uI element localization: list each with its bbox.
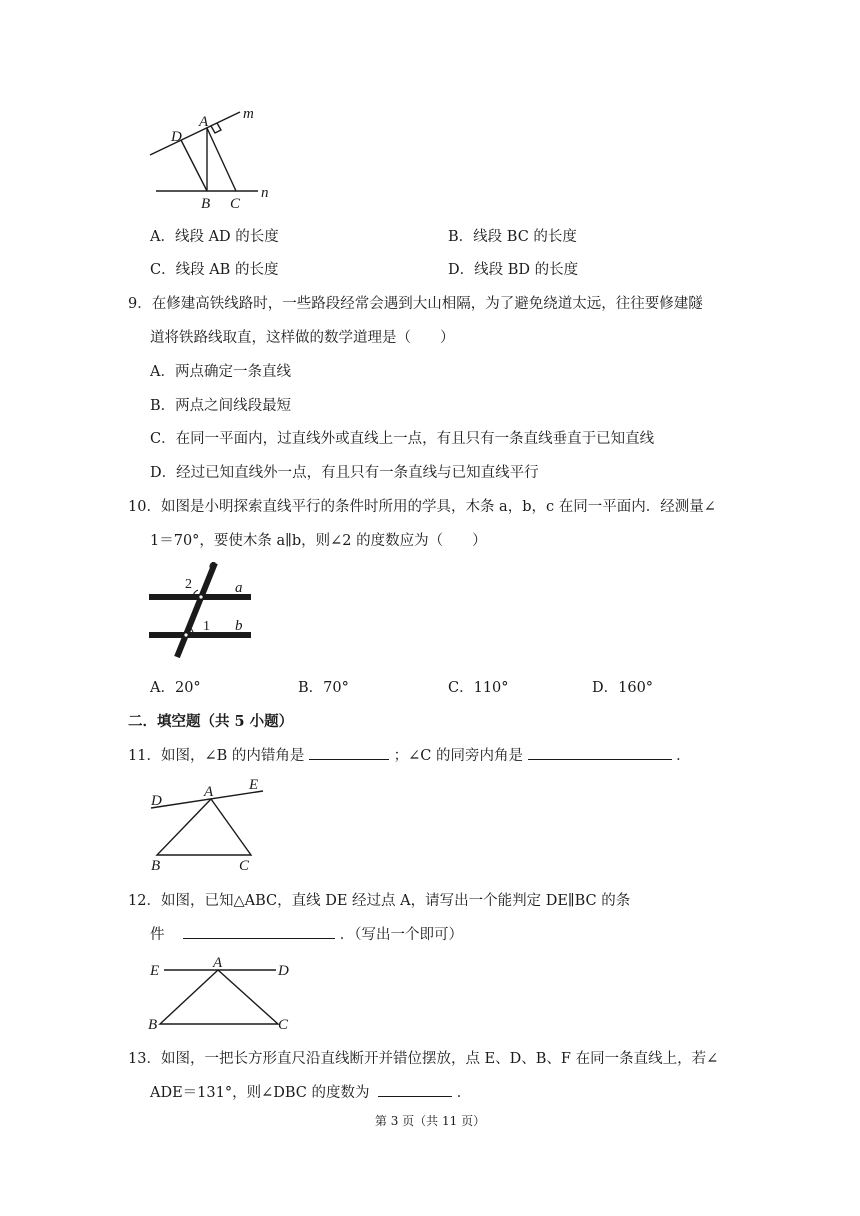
q11-text xyxy=(128,744,691,765)
nail-1 xyxy=(199,595,202,598)
figure-q12 xyxy=(148,952,298,1034)
q13-text-line2 xyxy=(150,1081,471,1102)
q13-part1: ADE＝131°，则∠DBC 的度数为 xyxy=(150,1085,370,1101)
q8-option-c: C．线段 AB 的长度 xyxy=(150,262,279,278)
triangle-ABC xyxy=(160,970,278,1024)
q11-part3: ． xyxy=(676,748,691,764)
figure-q8 xyxy=(140,100,290,215)
label-E: E xyxy=(249,777,259,793)
q11-part2: ；∠C 的同旁内角是 xyxy=(393,748,523,764)
q12-part2: ．（写出一个即可） xyxy=(339,927,463,943)
q13-blank xyxy=(378,1082,452,1097)
q13-part2: ． xyxy=(456,1085,472,1101)
q8-option-a: A．线段 AD 的长度 xyxy=(150,229,279,245)
q10-text-line1: 10．如图是小明探索直线平行的条件时所用的学具，木条 a，b，c 在同一平面内．经测量∠ xyxy=(128,499,716,515)
q10-option-c: C．110° xyxy=(448,680,509,696)
figure-q10 xyxy=(145,556,270,666)
q10-option-d: D．160° xyxy=(592,680,654,696)
q13-text-line1: 13．如图，一把长方形直尺沿直线断开并错位摆放，点 E、D、B、F 在同一条直线上，若∠ xyxy=(128,1051,719,1067)
q9-option-b: B．两点之间线段最短 xyxy=(150,398,292,414)
q9-option-c: C．在同一平面内，过直线外或直线上一点，有且只有一条直线垂直于已知直线 xyxy=(150,431,655,447)
segment-DB xyxy=(181,140,207,191)
q11-blank-1 xyxy=(309,745,389,760)
triangle-ABC xyxy=(157,799,251,855)
q8-option-b: B．线段 BC 的长度 xyxy=(448,229,577,245)
label-E: E xyxy=(150,963,160,979)
label-angle-1: 1 xyxy=(203,619,210,634)
q9-option-a: A．两点确定一条直线 xyxy=(150,364,291,380)
figure-q11 xyxy=(145,775,275,875)
q9-text-line2: 道将铁路线取直，这样做的数学道理是（ ） xyxy=(150,330,455,346)
label-m: m xyxy=(243,106,254,122)
label-C: C xyxy=(230,196,241,212)
q9-option-d: D．经过已知直线外一点，有且只有一条直线与已知直线平行 xyxy=(150,465,539,481)
q11-blank-2 xyxy=(528,745,672,760)
q12-part1: 件 xyxy=(150,927,165,943)
label-C: C xyxy=(278,1017,289,1033)
label-n: n xyxy=(261,185,269,201)
q10-text-line2: 1＝70°，要使木条 a∥b，则∠2 的度数应为（ ） xyxy=(150,533,487,549)
q11-part1: 11．如图，∠B 的内错角是 xyxy=(128,748,305,764)
label-a: a xyxy=(235,580,243,596)
label-B: B xyxy=(201,196,211,212)
label-b: b xyxy=(235,618,243,634)
nail-2 xyxy=(184,633,187,636)
line-m xyxy=(150,112,240,155)
label-angle-2: 2 xyxy=(185,577,192,592)
q9-text-line1: 9．在修建高铁线路时，一些路段经常会遇到大山相隔，为了避免绕道太远，往往要修建隧 xyxy=(128,296,703,312)
label-A: A xyxy=(213,955,223,971)
q12-text-line1: 12．如图，已知△ABC，直线 DE 经过点 A，请写出一个能判定 DE∥BC 的条 xyxy=(128,893,631,909)
q10-option-a: A．20° xyxy=(150,680,201,696)
page-footer: 第 3 页（共 11 页） xyxy=(374,1114,486,1128)
label-B: B xyxy=(151,858,161,874)
label-D: D xyxy=(151,793,162,809)
label-C: C xyxy=(239,858,250,874)
label-D: D xyxy=(171,129,182,145)
stick-c xyxy=(177,563,215,657)
label-D: D xyxy=(278,963,289,979)
segment-AC xyxy=(207,128,236,191)
section-heading: 二．填空题（共 5 小题） xyxy=(128,713,294,730)
q12-blank xyxy=(183,924,335,939)
label-A: A xyxy=(199,114,209,130)
label-A: A xyxy=(204,784,214,800)
q12-text-line2 xyxy=(150,923,463,944)
label-c: c xyxy=(209,557,216,573)
q8-option-d: D．线段 BD 的长度 xyxy=(448,262,579,278)
q10-option-b: B．70° xyxy=(298,680,349,696)
label-B: B xyxy=(148,1017,158,1033)
